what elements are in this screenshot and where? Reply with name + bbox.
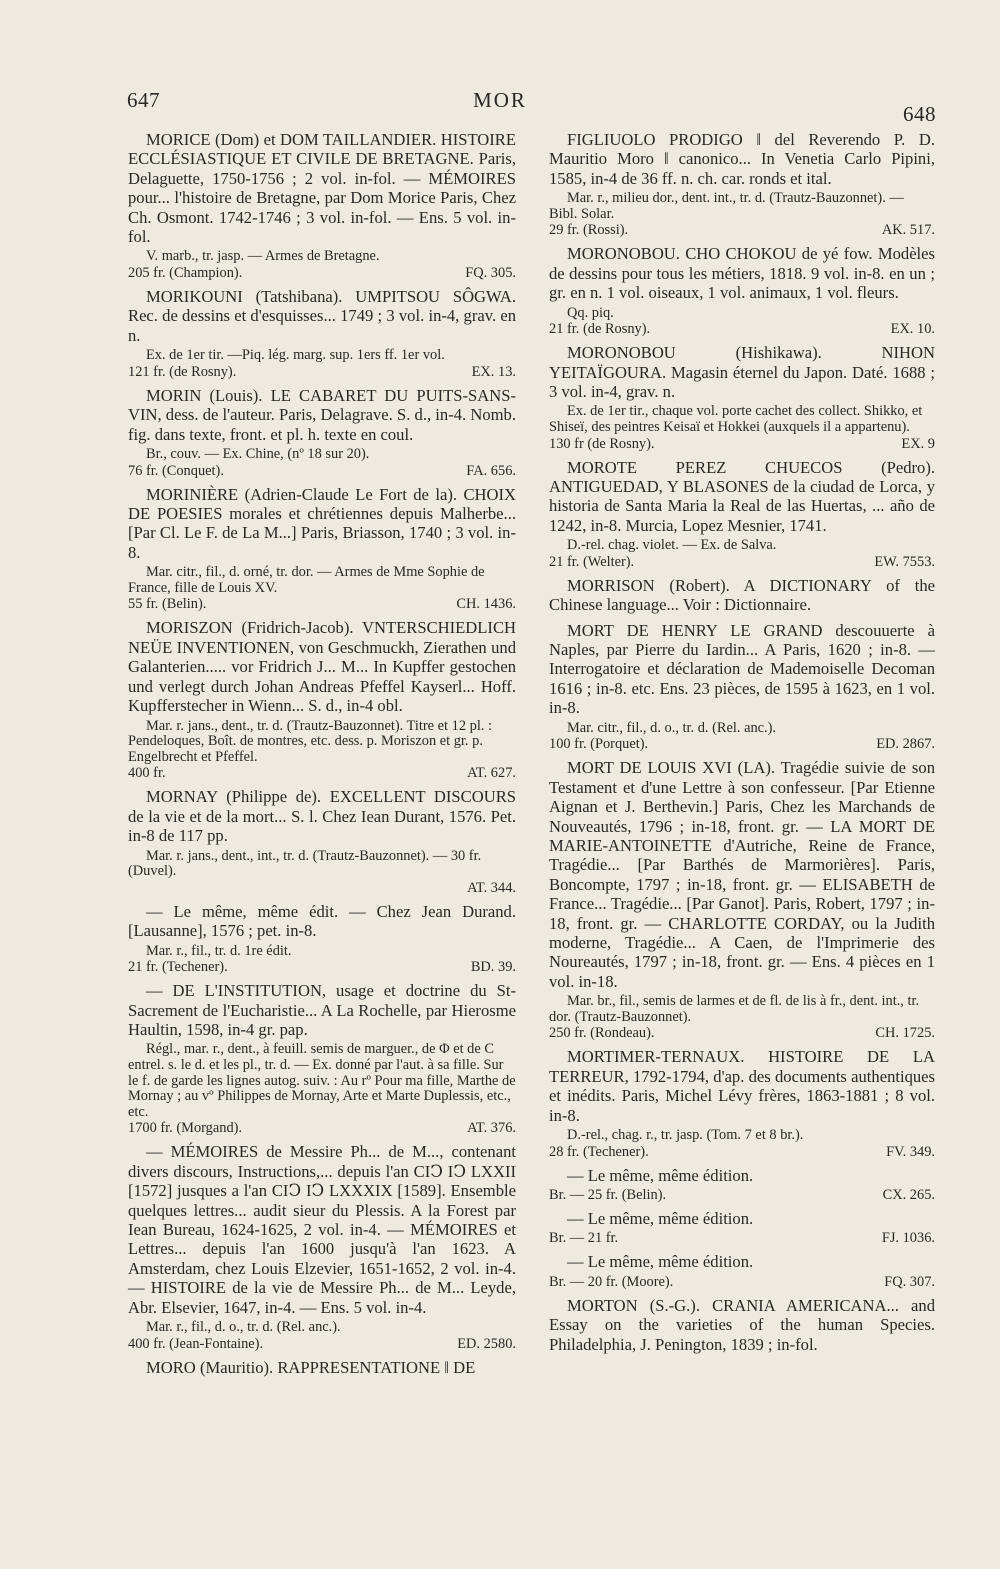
catalog-entry bbox=[128, 485, 516, 613]
sale-line bbox=[549, 1187, 935, 1203]
catalog-entry bbox=[128, 1358, 516, 1377]
sale-price: 121 fr. (de Rosny). bbox=[128, 363, 237, 380]
right-column bbox=[549, 130, 935, 1360]
catalog-entry bbox=[128, 287, 516, 380]
sale-reference: FV. 349. bbox=[886, 1143, 935, 1160]
entry-text: MORTON (S.-G.). CRANIA AMERICANA... and Essay on the varieties of the human Species. Philadelphia, J. Penington, 1839 ; in-fol. bbox=[549, 1295, 935, 1354]
sale-reference: CH. 1725. bbox=[875, 1025, 935, 1042]
binding-note: Mar. r., fil., d. o., tr. d. (Rel. anc.). bbox=[146, 1318, 341, 1335]
left-page-number: 647 bbox=[127, 88, 160, 112]
sale-price: 130 fr (de Rosny). bbox=[549, 435, 655, 452]
catalog-entry bbox=[549, 458, 935, 570]
entry-text: MORTIMER-TERNAUX. HISTOIRE DE LA TERREUR, 1792-1794, d'ap. des documents authentiques et inédits. Paris, Michel Lévy frères, 1863-1881 ; 8 vol. in-8. bbox=[549, 1047, 935, 1125]
entry-text: — Le même, même édit. — Chez Jean Durand. [Lausanne], 1576 ; pet. in-8. bbox=[128, 901, 516, 941]
entry-text: — Le même, même édition. bbox=[567, 1165, 754, 1185]
entry-text: MORRISON (Robert). A DICTIONARY of the Chinese language... Voir : Dictionnaire. bbox=[549, 575, 935, 615]
sale-line bbox=[128, 880, 516, 896]
catalog-entry bbox=[549, 130, 935, 238]
sale-line bbox=[549, 1025, 935, 1041]
entry-text: FIGLIUOLO PRODIGO ‖ del Reverendo P. D. Mauritio Moro ‖ canonico... In Venetia Carlo Pipini, 1585, in-4 de 36 ff. n. ch. car. ronds et ital. bbox=[549, 130, 935, 188]
entry-text: MORINIÈRE (Adrien-Claude Le Fort de la). CHOIX DE POESIES morales et chrétiennes depuis Malherbe... [Par Cl. Le F. de La M...] Paris, Briasson, 1740 ; 3 vol. in-8. bbox=[128, 484, 516, 562]
entry-text: MORONOBOU. CHO CHOKOU de yé fow. Modèles de dessins pour tous les métiers, 1818. 9 vol. in-8. en un ; gr. en n. 1 vol. oiseaux, 1 vol. animaux, 1 vol. fleurs. bbox=[549, 244, 935, 303]
sale-line bbox=[549, 554, 935, 570]
sale-price: 1700 fr. (Morgand). bbox=[128, 1120, 243, 1137]
binding-note: Mar. br., fil., semis de larmes et de fl. de lis à fr., dent. int., tr. dor. (Trautz-Bauzonnet). bbox=[549, 993, 920, 1025]
sale-reference: FA. 656. bbox=[466, 462, 516, 479]
sale-reference: EX. 10. bbox=[890, 321, 935, 338]
binding-note: V. marb., tr. jasp. — Armes de Bretagne. bbox=[146, 248, 380, 265]
entry-text: MORIKOUNI (Tatshibana). UMPITSOU SÔGWA. Rec. de dessins et d'esquisses... 1749 ; 3 vol. in-4, grav. en n. bbox=[128, 287, 516, 345]
sale-reference: AT. 376. bbox=[467, 1120, 516, 1137]
sale-reference: AK. 517. bbox=[881, 222, 935, 239]
entry-text: — DE L'INSTITUTION, usage et doctrine du St-Sacrement de l'Eucharistie... A La Rochelle, par Hierosme Haultin, 1598, in-4 gr. pap. bbox=[128, 981, 516, 1039]
sale-price: 250 fr. (Rondeau). bbox=[549, 1025, 655, 1042]
sale-price: 400 fr. bbox=[128, 765, 166, 782]
sale-line bbox=[549, 1230, 935, 1246]
sale-price: Br. — 20 fr. (Moore). bbox=[549, 1273, 674, 1290]
sale-reference: AT. 344. bbox=[467, 879, 516, 896]
catalog-entry bbox=[549, 621, 935, 753]
sale-line bbox=[549, 321, 935, 337]
binding-note: Mar. r. jans., dent., int., tr. d. (Trautz-Bauzonnet). — 30 fr. (Duvel). bbox=[128, 847, 482, 880]
sale-line bbox=[549, 222, 935, 238]
binding-note: Mar. r. jans., dent., tr. d. (Trautz-Bauzonnet). Titre et 12 pl. : Pendeloques, Boît. de montres, etc. dess. p. Moriszon et gr. p. Engelbrecht et Pfeffel. bbox=[128, 717, 493, 765]
sale-reference: CX. 265. bbox=[882, 1186, 935, 1203]
sale-price: 21 fr. (de Rosny). bbox=[549, 321, 651, 338]
sale-price: Br. — 21 fr. bbox=[549, 1230, 619, 1247]
binding-note: D.-rel., chag. r., tr. jasp. (Tom. 7 et 8 br.). bbox=[567, 1126, 804, 1143]
sale-line bbox=[128, 364, 516, 380]
catalog-entry bbox=[549, 758, 935, 1041]
sale-reference: EX. 13. bbox=[471, 363, 516, 380]
entry-text: MOROTE PEREZ CHUECOS (Pedro). ANTIGUEDAD, Y BLASONES de la ciudad de Lorca, y historia de Santa Maria la Real de las Huertas, ... año de 1242, in-8. Murcia, Lopez Mesnier, 1741. bbox=[549, 457, 935, 535]
sale-price: 28 fr. (Techener). bbox=[549, 1143, 649, 1160]
catalog-entry bbox=[128, 618, 516, 781]
right-page-number: 648 bbox=[903, 102, 936, 126]
sale-line bbox=[128, 959, 516, 975]
sale-line bbox=[549, 436, 935, 452]
catalog-entry bbox=[549, 1047, 935, 1159]
entry-text: MORO (Mauritio). RAPPRESENTATIONE ‖ DE bbox=[146, 1357, 476, 1377]
running-head: MOR bbox=[473, 88, 527, 112]
sale-line bbox=[128, 765, 516, 781]
entry-text: MORT DE HENRY LE GRAND descouuerte à Naples, par Pierre du Iardin... A Paris, 1620 ; in-8. — Interrogatoire et déclaration de Mademoiselle Decoman 1616 ; in-8. etc. Ens. 23 pièces, de 1595 à 1623, en 1 vol. in-8. bbox=[549, 620, 935, 718]
catalog-entry bbox=[128, 902, 516, 975]
sale-reference: FJ. 1036. bbox=[881, 1230, 935, 1247]
sale-line bbox=[128, 596, 516, 612]
catalog-entry bbox=[549, 343, 935, 451]
sale-reference: ED. 2580. bbox=[457, 1335, 516, 1352]
sale-line bbox=[128, 1336, 516, 1352]
entry-text: — Le même, même édition. bbox=[567, 1208, 754, 1228]
binding-note: Ex. de 1er tir. —Piq. lég. marg. sup. 1ers ff. 1er vol. bbox=[146, 347, 445, 364]
sale-line bbox=[128, 463, 516, 479]
binding-note: Régl., mar. r., dent., à feuill. semis de marguer., de Φ et de C entrel. s. le d. et les pl., tr. d. — Ex. donné par l'aut. à sa fille. Sur le f. de garde les lignes autog. suiv. : Au rº Pour ma fille, Marthe de Mornay ; au vº Philippes de Mornay, Arte et Marte Duplessis, etc., etc. bbox=[128, 1041, 516, 1120]
sale-reference: EW. 7553. bbox=[874, 553, 935, 570]
sale-reference: BD. 39. bbox=[470, 959, 516, 976]
sale-price: 29 fr. (Rossi). bbox=[549, 222, 629, 239]
sale-line bbox=[549, 1144, 935, 1160]
binding-note: Mar. citr., fil., d. orné, tr. dor. — Armes de Mme Sophie de France, fille de Louis XV. bbox=[128, 564, 485, 596]
entry-text: MORICE (Dom) et DOM TAILLANDIER. HISTOIRE ECCLÉSIASTIQUE ET CIVILE DE BRETAGNE. Paris, Delaguette, 1750-1756 ; 2 vol. in-fol. — MÉMOIRES pour... l'histoire de Bretagne, par Dom Morice Paris, Chez Ch. Osmont. 1742-1746 ; 3 vol. in-fol. — Ens. 5 vol. in-fol. bbox=[128, 130, 516, 247]
sale-reference: ED. 2867. bbox=[876, 736, 935, 753]
entry-text: — Le même, même édition. bbox=[567, 1252, 754, 1272]
sale-price: 21 fr. (Welter). bbox=[549, 553, 635, 570]
catalog-entry bbox=[549, 1166, 935, 1203]
left-column bbox=[128, 130, 516, 1383]
binding-note: Mar. r., milieu dor., dent. int., tr. d. (Trautz-Bauzonnet). — Bibl. Solar. bbox=[549, 190, 904, 222]
sale-reference: FQ. 307. bbox=[884, 1273, 935, 1290]
binding-note: Br., couv. — Ex. Chine, (nº 18 sur 20). bbox=[146, 446, 370, 463]
entry-text: MORNAY (Philippe de). EXCELLENT DISCOURS de la vie et de la mort... S. l. Chez Iean Durant, 1576. Pet. in-8 de 117 pp. bbox=[128, 787, 516, 846]
sale-line bbox=[128, 265, 516, 281]
sale-price: 100 fr. (Porquet). bbox=[549, 736, 649, 753]
sale-price: 21 fr. (Techener). bbox=[128, 959, 228, 976]
catalog-entry bbox=[549, 1252, 935, 1289]
binding-note: D.-rel. chag. violet. — Ex. de Salva. bbox=[567, 537, 777, 554]
sale-price: 400 fr. (Jean-Fontaine). bbox=[128, 1335, 264, 1352]
catalog-entry bbox=[549, 576, 935, 615]
sale-price: 55 fr. (Belin). bbox=[128, 596, 207, 613]
sale-reference: CH. 1436. bbox=[456, 596, 516, 613]
binding-note: Ex. de 1er tir., chaque vol. porte cachet des collect. Shikko, et Shiseï, des peintres Keisaï et Hokkei (auxquels il a appartenu). bbox=[549, 403, 923, 436]
sale-line bbox=[549, 1274, 935, 1290]
sale-price: Br. — 25 fr. (Belin). bbox=[549, 1186, 667, 1203]
catalog-entry bbox=[128, 981, 516, 1136]
binding-note: Mar. r., fil., tr. d. 1re édit. bbox=[146, 942, 292, 959]
catalog-entry bbox=[128, 386, 516, 479]
catalog-entry bbox=[549, 244, 935, 337]
sale-price: 76 fr. (Conquet). bbox=[128, 462, 224, 479]
sale-line bbox=[128, 1120, 516, 1136]
catalog-entry bbox=[128, 1142, 516, 1351]
catalog-entry bbox=[549, 1209, 935, 1246]
catalog-entry bbox=[128, 787, 516, 895]
sale-line bbox=[549, 736, 935, 752]
binding-note: Qq. piq. bbox=[567, 304, 614, 321]
entry-text: MORIN (Louis). LE CABARET DU PUITS-SANS-VIN, dess. de l'auteur. Paris, Delagrave. S. d., in-4. Nomb. fig. dans texte, front. et pl. h. texte en coul. bbox=[128, 385, 516, 444]
entry-text: MORISZON (Fridrich-Jacob). VNTERSCHIEDLICH NEÜE INVENTIONEN, von Geschmuckh, Zierathen und Galanterien..... vor Fridrich J... M... In Kupffer gestochen und verlegt durch Johan Andreas Pfeffel Kayserl... Hoff. Kupfferstecher in Wienn... S. d., in-4 obl. bbox=[128, 618, 516, 716]
entry-text: MORONOBOU (Hishikawa). NIHON YEITAÏGOURA. Magasin éternel du Japon. Daté. 1688 ; 3 vol. in-4, grav. n. bbox=[549, 343, 935, 402]
sale-reference: AT. 627. bbox=[467, 765, 516, 782]
entry-text: MORT DE LOUIS XVI (LA). Tragédie suivie de son Testament et d'une Lettre à son confesseur. [Par Etienne Aignan et J. Berthevin.] Paris, Chez les Marchands de Nouveautés, 1796 ; in-18, front. gr. — LA MORT DE MARIE-ANTOINETTE d'Autriche, Reine de France, Tragédie... [Par Barthés de Marmorières]. Paris, Boncompte, 1797 ; in-18, front. gr. — ELISABETH de France... Tragédie... [Par Ganot]. Paris, Robert, 1797 ; in-18, front. gr. — CHARLOTTE CORDAY, ou la Judith moderne, Tragédie... A Caen, de l'Imprimerie des Noureautés, 1797 ; in-18, front. gr. — Ens. 4 pièces en 1 vol. in-18. bbox=[549, 758, 935, 991]
sale-reference: EX. 9 bbox=[901, 435, 935, 452]
sale-price: 205 fr. (Champion). bbox=[128, 265, 243, 282]
sale-reference: FQ. 305. bbox=[465, 265, 516, 282]
catalog-entry bbox=[549, 1296, 935, 1354]
entry-text: — MÉMOIRES de Messire Ph... de M..., contenant divers discours, Instructions,... depuis l'an CIↃ IↃ LXXII [1572] jusques a l'an CIↃ IↃ LXXXIX [1589]. Ensemble quelques lettres... audit sieur du Plessis. A la Forest par Iean Bureau, 1624-1625, 2 vol. in-4. — MÉMOIRES et Lettres... depuis l'an 1600 jusqu'à l'an 1623. A Amsterdam, chez Louis Elzevier, 1651-1652, 2 vol. in-4. — HISTOIRE de la vie de Messire Ph... de M... Leyde, Abr. Elsevier, 1647, in-4. — Ens. 5 vol. in-4. bbox=[128, 1142, 516, 1317]
catalog-entry bbox=[128, 130, 516, 281]
binding-note: Mar. citr., fil., d. o., tr. d. (Rel. anc.). bbox=[567, 719, 777, 736]
